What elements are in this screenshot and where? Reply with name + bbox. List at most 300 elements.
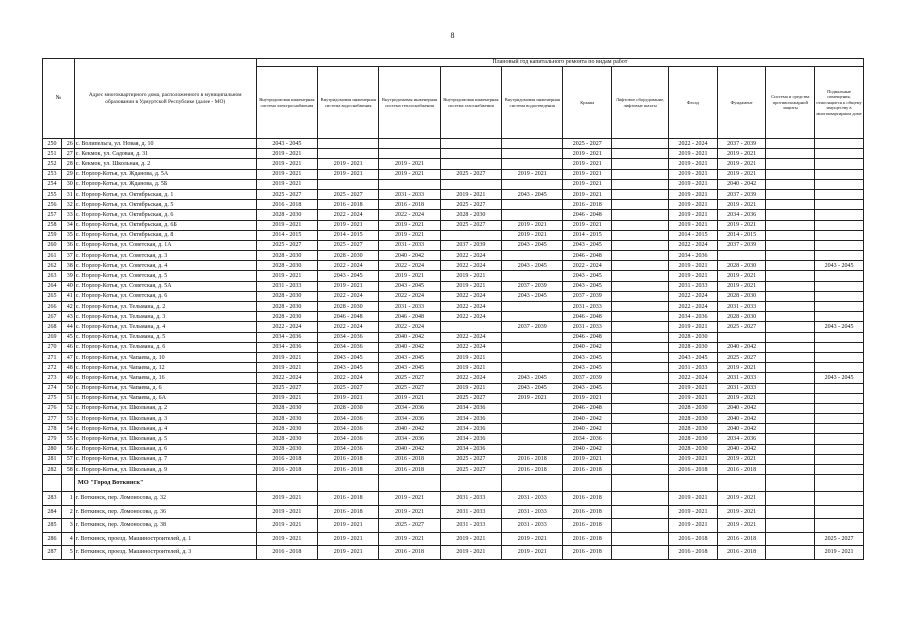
header-address: Адрес многоквартирного дома, расположенного в муниципальном образовании в Удмуртской Республике (далее - МО) [74, 59, 256, 139]
row-year-cell: 2019 - 2021 [717, 505, 766, 519]
row-year-cell [766, 332, 815, 342]
row-year-cell: 2040 - 2042 [717, 444, 766, 454]
row-year-cell [815, 519, 864, 533]
row-year-cell [815, 403, 864, 413]
row-year-cell: 2034 - 2036 [379, 403, 440, 413]
row-year-cell [766, 454, 815, 464]
table-row [43, 230, 864, 240]
row-year-cell [766, 492, 815, 506]
row-year-cell [502, 342, 563, 352]
row-address: с. Волипельга, ул. Новая, д. 10 [74, 139, 256, 149]
row-year-cell: 2019 - 2021 [440, 271, 501, 281]
row-number: 259 [43, 230, 62, 240]
row-year-cell: 2019 - 2021 [502, 169, 563, 179]
row-address: с. Норлор-Котья, ул. Чапаева, д. 10 [74, 352, 256, 362]
row-year-cell [766, 291, 815, 301]
row-sub-number: 51 [62, 393, 75, 403]
row-sub-number: 1 [62, 492, 75, 506]
row-year-cell: 2019 - 2021 [669, 519, 718, 533]
row-year-cell: 2025 - 2027 [563, 139, 612, 149]
row-number: 251 [43, 149, 62, 159]
row-year-cell: 2019 - 2021 [502, 546, 563, 560]
row-sub-number: 44 [62, 322, 75, 332]
row-year-cell: 2040 - 2042 [717, 403, 766, 413]
row-number: 279 [43, 434, 62, 444]
row-year-cell: 2019 - 2021 [669, 505, 718, 519]
row-year-cell: 2019 - 2021 [669, 220, 718, 230]
row-year-cell [815, 383, 864, 393]
row-year-cell: 2037 - 2039 [440, 240, 501, 250]
row-year-cell: 2025 - 2027 [379, 373, 440, 383]
row-year-cell: 2025 - 2027 [717, 352, 766, 362]
table-row [43, 342, 864, 352]
table-body-section-2 [43, 492, 864, 560]
row-year-cell: 2019 - 2021 [717, 519, 766, 533]
row-year-cell: 2022 - 2024 [440, 261, 501, 271]
row-year-cell: 2028 - 2030 [256, 261, 317, 271]
row-year-cell [766, 271, 815, 281]
row-year-cell: 2019 - 2021 [256, 393, 317, 403]
row-year-cell [612, 302, 669, 312]
row-year-cell: 2019 - 2021 [502, 220, 563, 230]
row-year-cell: 2046 - 2048 [563, 332, 612, 342]
row-address: с. Норлор-Котья, ул. Чапаева, д. 16 [74, 373, 256, 383]
row-number: 254 [43, 179, 62, 189]
row-number: 276 [43, 403, 62, 413]
row-year-cell [815, 363, 864, 373]
row-year-cell: 2019 - 2021 [256, 220, 317, 230]
row-sub-number: 58 [62, 465, 75, 475]
table-row [43, 302, 864, 312]
table-row [43, 240, 864, 250]
row-year-cell [612, 230, 669, 240]
row-year-cell [766, 383, 815, 393]
table-row [43, 393, 864, 403]
row-number: 285 [43, 519, 62, 533]
row-year-cell [766, 546, 815, 560]
row-year-cell [612, 139, 669, 149]
row-year-cell [815, 220, 864, 230]
row-year-cell: 2031 - 2033 [563, 302, 612, 312]
row-number: 262 [43, 261, 62, 271]
row-year-cell: 2016 - 2018 [717, 546, 766, 560]
row-year-cell: 2019 - 2021 [669, 210, 718, 220]
table-row [43, 189, 864, 199]
row-year-cell [318, 139, 379, 149]
row-address: с. Кекмок, ул. Школьная, д. 2 [74, 159, 256, 169]
row-year-cell: 2019 - 2021 [379, 271, 440, 281]
table-row [43, 200, 864, 210]
row-year-cell: 2019 - 2021 [717, 220, 766, 230]
header-col-heat: Внутридомовая инженерная система теплоснабжения [379, 67, 440, 139]
row-address: г. Воткинск, пер. Ломоносова, д. 38 [74, 519, 256, 533]
row-year-cell: 2037 - 2039 [563, 291, 612, 301]
row-year-cell [766, 240, 815, 250]
row-year-cell [612, 189, 669, 199]
row-number: 281 [43, 454, 62, 464]
row-year-cell: 2019 - 2021 [318, 159, 379, 169]
row-number: 263 [43, 271, 62, 281]
row-year-cell: 2046 - 2048 [563, 403, 612, 413]
row-year-cell: 2031 - 2033 [440, 505, 501, 519]
row-year-cell: 2019 - 2021 [717, 454, 766, 464]
row-year-cell: 2019 - 2021 [669, 261, 718, 271]
row-year-cell: 2022 - 2024 [669, 240, 718, 250]
row-address: с. Норлор-Котья, ул. Октябрьская, д. 6Б [74, 220, 256, 230]
row-year-cell: 2019 - 2021 [379, 505, 440, 519]
row-year-cell: 2022 - 2024 [440, 342, 501, 352]
row-year-cell: 2016 - 2018 [669, 465, 718, 475]
row-year-cell [815, 251, 864, 261]
row-year-cell [766, 465, 815, 475]
table-row [43, 139, 864, 149]
row-year-cell: 2016 - 2018 [318, 465, 379, 475]
row-year-cell: 2034 - 2036 [440, 424, 501, 434]
row-year-cell: 2019 - 2021 [256, 149, 317, 159]
row-year-cell: 2028 - 2030 [318, 302, 379, 312]
row-year-cell [502, 139, 563, 149]
row-year-cell: 2040 - 2042 [717, 342, 766, 352]
row-year-cell: 2019 - 2021 [669, 189, 718, 199]
row-sub-number: 37 [62, 251, 75, 261]
row-year-cell [612, 532, 669, 546]
row-year-cell: 2025 - 2027 [256, 383, 317, 393]
row-year-cell: 2019 - 2021 [669, 271, 718, 281]
row-year-cell [766, 220, 815, 230]
row-year-cell: 2025 - 2027 [440, 465, 501, 475]
row-year-cell [766, 200, 815, 210]
row-year-cell: 2022 - 2024 [440, 291, 501, 301]
row-year-cell: 2016 - 2018 [318, 200, 379, 210]
row-year-cell [766, 281, 815, 291]
row-year-cell: 2031 - 2033 [502, 492, 563, 506]
row-year-cell: 2019 - 2021 [256, 179, 317, 189]
row-year-cell: 2028 - 2030 [256, 424, 317, 434]
row-year-cell: 2037 - 2039 [717, 189, 766, 199]
row-year-cell [502, 251, 563, 261]
row-year-cell [318, 149, 379, 159]
row-year-cell: 2019 - 2021 [379, 230, 440, 240]
row-year-cell: 2016 - 2018 [502, 465, 563, 475]
row-year-cell: 2040 - 2042 [717, 414, 766, 424]
row-year-cell [612, 444, 669, 454]
row-year-cell: 2019 - 2021 [669, 393, 718, 403]
table-body-section-1 [43, 139, 864, 475]
row-year-cell [612, 546, 669, 560]
row-year-cell: 2025 - 2027 [379, 519, 440, 533]
row-year-cell: 2034 - 2036 [318, 332, 379, 342]
row-year-cell [766, 312, 815, 322]
row-year-cell: 2019 - 2021 [379, 532, 440, 546]
row-number: 261 [43, 251, 62, 261]
row-sub-number: 54 [62, 424, 75, 434]
row-year-cell: 2034 - 2036 [318, 342, 379, 352]
row-year-cell: 2016 - 2018 [318, 454, 379, 464]
row-year-cell: 2019 - 2021 [440, 281, 501, 291]
row-year-cell [766, 403, 815, 413]
row-year-cell: 2043 - 2045 [669, 352, 718, 362]
row-year-cell [766, 230, 815, 240]
row-address: г. Воткинск, проезд. Машиностроителей, д. 1 [74, 532, 256, 546]
row-number: 271 [43, 352, 62, 362]
row-year-cell [815, 312, 864, 322]
row-year-cell: 2016 - 2018 [717, 465, 766, 475]
row-year-cell: 2016 - 2018 [256, 546, 317, 560]
row-year-cell: 2034 - 2036 [379, 434, 440, 444]
header-col-foundation: Фундамент [717, 67, 766, 139]
row-sub-number: 32 [62, 200, 75, 210]
row-year-cell: 2034 - 2036 [440, 434, 501, 444]
row-sub-number: 35 [62, 230, 75, 240]
row-year-cell: 2043 - 2045 [502, 189, 563, 199]
row-year-cell [815, 454, 864, 464]
row-number: 286 [43, 532, 62, 546]
row-sub-number: 4 [62, 532, 75, 546]
row-year-cell [502, 179, 563, 189]
header-col-sewer: Внутридомовая инженерная система водоотведения [502, 67, 563, 139]
row-year-cell: 2019 - 2021 [256, 363, 317, 373]
row-year-cell: 2019 - 2021 [440, 352, 501, 362]
row-year-cell: 2028 - 2030 [669, 342, 718, 352]
row-year-cell [612, 332, 669, 342]
row-year-cell [815, 230, 864, 240]
row-year-cell [766, 251, 815, 261]
header-col-basement: Подвальные помещения, относящиеся к общему имуществу в многоквартирном доме [815, 67, 864, 139]
row-year-cell [440, 322, 501, 332]
row-year-cell: 2022 - 2024 [440, 312, 501, 322]
row-year-cell: 2016 - 2018 [318, 505, 379, 519]
row-number: 257 [43, 210, 62, 220]
row-year-cell: 2043 - 2045 [318, 363, 379, 373]
row-year-cell: 2028 - 2030 [256, 291, 317, 301]
row-year-cell: 2019 - 2021 [256, 519, 317, 533]
header-plan-title: Плановый год капитального ремонта по видам работ [256, 59, 863, 67]
row-year-cell: 2022 - 2024 [318, 373, 379, 383]
row-year-cell: 2019 - 2021 [318, 532, 379, 546]
row-year-cell: 2022 - 2024 [318, 261, 379, 271]
row-year-cell [612, 322, 669, 332]
row-sub-number: 2 [62, 505, 75, 519]
row-year-cell [815, 434, 864, 444]
row-year-cell: 2019 - 2021 [440, 532, 501, 546]
row-number: 258 [43, 220, 62, 230]
row-year-cell: 2019 - 2021 [815, 546, 864, 560]
table-row [43, 271, 864, 281]
row-sub-number: 57 [62, 454, 75, 464]
row-year-cell: 2016 - 2018 [502, 454, 563, 464]
row-year-cell: 2037 - 2039 [717, 139, 766, 149]
row-year-cell [766, 159, 815, 169]
row-year-cell: 2014 - 2015 [563, 230, 612, 240]
row-year-cell [815, 444, 864, 454]
row-year-cell: 2019 - 2021 [256, 505, 317, 519]
row-year-cell: 2040 - 2042 [563, 444, 612, 454]
row-year-cell: 2019 - 2021 [669, 149, 718, 159]
row-year-cell: 2019 - 2021 [717, 169, 766, 179]
row-year-cell: 2046 - 2048 [379, 312, 440, 322]
row-year-cell: 2016 - 2018 [563, 200, 612, 210]
row-year-cell: 2016 - 2018 [379, 546, 440, 560]
row-address: с. Норлор-Котья, ул. Октябрьская, д. 8 [74, 230, 256, 240]
row-year-cell: 2019 - 2021 [318, 546, 379, 560]
row-year-cell: 2031 - 2033 [379, 302, 440, 312]
row-address: с. Норлор-Котья, ул. Чапаева, д. 12 [74, 363, 256, 373]
row-number: 264 [43, 281, 62, 291]
row-year-cell: 2019 - 2021 [256, 352, 317, 362]
row-year-cell [766, 414, 815, 424]
row-year-cell: 2014 - 2015 [318, 230, 379, 240]
row-year-cell [612, 465, 669, 475]
row-year-cell: 2043 - 2045 [502, 291, 563, 301]
row-year-cell: 2043 - 2045 [502, 240, 563, 250]
row-year-cell: 2028 - 2030 [717, 261, 766, 271]
table-row [43, 281, 864, 291]
row-year-cell [440, 159, 501, 169]
row-address: с. Норлор-Котья, ул. Чапаева, д. 6А [74, 393, 256, 403]
row-year-cell: 2043 - 2045 [256, 139, 317, 149]
row-year-cell: 2019 - 2021 [669, 159, 718, 169]
table-row [43, 519, 864, 533]
row-year-cell [815, 492, 864, 506]
row-year-cell [502, 403, 563, 413]
row-number: 277 [43, 414, 62, 424]
row-year-cell: 2019 - 2021 [563, 179, 612, 189]
row-year-cell: 2019 - 2021 [318, 281, 379, 291]
row-year-cell [612, 373, 669, 383]
row-year-cell: 2016 - 2018 [717, 532, 766, 546]
page-number: 8 [450, 31, 455, 40]
row-sub-number: 34 [62, 220, 75, 230]
row-year-cell [815, 414, 864, 424]
row-year-cell: 2034 - 2036 [717, 434, 766, 444]
row-sub-number: 55 [62, 434, 75, 444]
row-address: с. Норлор-Котья, ул. Тельмана, д. 6 [74, 342, 256, 352]
row-year-cell [815, 332, 864, 342]
row-year-cell [612, 220, 669, 230]
row-year-cell: 2019 - 2021 [256, 271, 317, 281]
row-year-cell: 2025 - 2027 [318, 189, 379, 199]
row-year-cell: 2019 - 2021 [669, 454, 718, 464]
row-address: с. Норлор-Котья, ул. Тельмана, д. 5 [74, 332, 256, 342]
row-year-cell: 2019 - 2021 [440, 383, 501, 393]
row-address: с. Норлор-Котья, ул. Советская, д. 1А [74, 240, 256, 250]
row-year-cell [815, 352, 864, 362]
row-number: 250 [43, 139, 62, 149]
row-year-cell [815, 179, 864, 189]
table-row [43, 403, 864, 413]
row-number: 265 [43, 291, 62, 301]
row-year-cell: 2019 - 2021 [563, 454, 612, 464]
row-year-cell: 2016 - 2018 [256, 454, 317, 464]
row-year-cell [502, 302, 563, 312]
row-address: с. Норлор-Котья, ул. Школьная, д. 2 [74, 403, 256, 413]
row-year-cell: 2022 - 2024 [318, 210, 379, 220]
row-address: г. Воткинск, пер. Ломоносова, д. 32 [74, 492, 256, 506]
row-year-cell [815, 200, 864, 210]
row-year-cell [612, 363, 669, 373]
row-number: 272 [43, 363, 62, 373]
row-year-cell [612, 454, 669, 464]
row-year-cell: 2022 - 2024 [318, 291, 379, 301]
row-year-cell: 2034 - 2036 [318, 444, 379, 454]
row-year-cell [766, 519, 815, 533]
row-year-cell: 2022 - 2024 [669, 373, 718, 383]
row-year-cell: 2014 - 2015 [717, 230, 766, 240]
row-sub-number: 29 [62, 169, 75, 179]
row-year-cell: 2019 - 2021 [669, 322, 718, 332]
row-year-cell: 2025 - 2027 [815, 532, 864, 546]
row-year-cell: 2043 - 2045 [318, 271, 379, 281]
row-address: с. Норлор-Котья, ул. Школьная, д. 6 [74, 444, 256, 454]
row-year-cell: 2028 - 2030 [717, 291, 766, 301]
row-year-cell: 2019 - 2021 [717, 393, 766, 403]
row-number: 269 [43, 332, 62, 342]
row-address: с. Норлор-Котья, ул. Чапаева, д. 6 [74, 383, 256, 393]
row-address: с. Норлор-Котья, ул. Жданова, д. 5А [74, 169, 256, 179]
table-row [43, 373, 864, 383]
row-year-cell: 2019 - 2021 [318, 393, 379, 403]
table-row [43, 414, 864, 424]
row-year-cell [766, 505, 815, 519]
row-year-cell [815, 139, 864, 149]
table-row [43, 444, 864, 454]
header-col-roof: Крыша [563, 67, 612, 139]
row-year-cell: 2043 - 2045 [563, 352, 612, 362]
row-year-cell: 2019 - 2021 [717, 363, 766, 373]
mo-blank-cell [43, 475, 62, 492]
row-year-cell [502, 332, 563, 342]
row-address: с. Норлор-Котья, ул. Школьная, д. 9 [74, 465, 256, 475]
row-year-cell: 2022 - 2024 [318, 322, 379, 332]
row-sub-number: 52 [62, 403, 75, 413]
row-year-cell: 2022 - 2024 [256, 373, 317, 383]
row-year-cell: 2019 - 2021 [717, 149, 766, 159]
row-sub-number: 56 [62, 444, 75, 454]
row-year-cell: 2031 - 2033 [502, 505, 563, 519]
row-address: г. Воткинск, проезд. Машиностроителей, д. 3 [74, 546, 256, 560]
row-year-cell: 2034 - 2036 [318, 434, 379, 444]
row-number: 275 [43, 393, 62, 403]
row-sub-number: 45 [62, 332, 75, 342]
table-row [43, 159, 864, 169]
row-sub-number: 28 [62, 159, 75, 169]
row-year-cell: 2025 - 2027 [440, 200, 501, 210]
row-year-cell [612, 352, 669, 362]
row-year-cell: 2025 - 2027 [717, 322, 766, 332]
row-year-cell: 2028 - 2030 [256, 444, 317, 454]
row-sub-number: 38 [62, 261, 75, 271]
row-sub-number: 33 [62, 210, 75, 220]
table-row [43, 261, 864, 271]
row-year-cell: 2028 - 2030 [318, 251, 379, 261]
row-year-cell: 2034 - 2036 [318, 424, 379, 434]
table-row [43, 220, 864, 230]
row-year-cell: 2034 - 2036 [256, 342, 317, 352]
row-year-cell: 2019 - 2021 [669, 200, 718, 210]
row-year-cell: 2022 - 2024 [379, 261, 440, 271]
row-year-cell [502, 271, 563, 281]
row-year-cell [612, 492, 669, 506]
row-year-cell: 2031 - 2033 [379, 189, 440, 199]
table-row [43, 149, 864, 159]
row-year-cell: 2034 - 2036 [379, 414, 440, 424]
row-number: 270 [43, 342, 62, 352]
row-address: с. Норлор-Котья, ул. Советская, д. 5 [74, 271, 256, 281]
row-year-cell: 2019 - 2021 [502, 393, 563, 403]
row-address: с. Норлор-Котья, ул. Октябрьская, д. 5 [74, 200, 256, 210]
row-year-cell [502, 424, 563, 434]
row-year-cell: 2019 - 2021 [563, 189, 612, 199]
